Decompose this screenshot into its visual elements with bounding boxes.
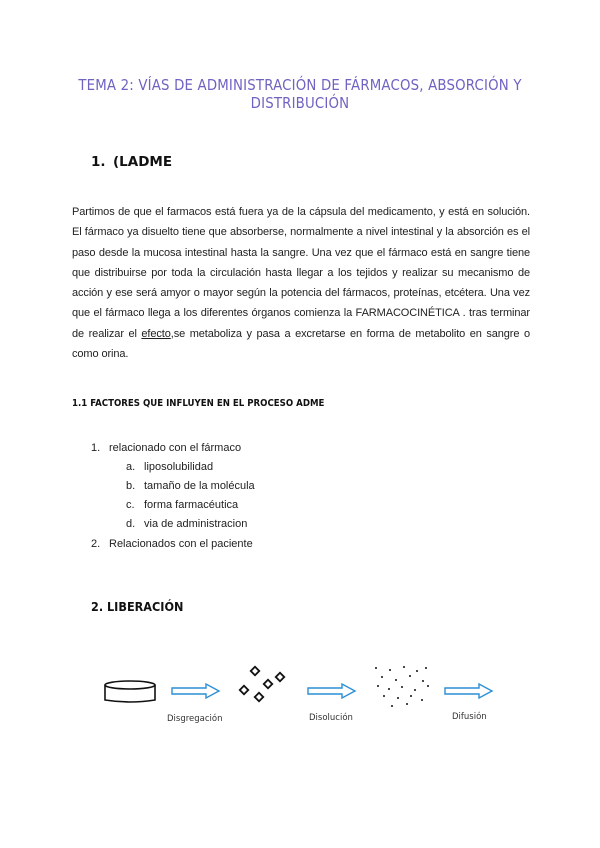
arrow-icon	[308, 684, 355, 698]
step-label-disgregacion: Disgregación	[167, 714, 223, 724]
list-item-label: Relacionados con el paciente	[109, 538, 253, 550]
list-item	[91, 538, 253, 550]
sublist-item	[126, 518, 247, 530]
paragraph-text-start: Partimos de que el farmacos está fuera ya de la cápsula del medicamento, y está en solución. El fármaco ya disuelto tiene que absorberse, normalmente a nivel intestinal y la absorción es el paso desde la mucosa intestinal hasta la sangre. Una vez que el fármaco está en sangre tiene que distribuirse por toda la circulación hasta llegar a los tejidos y realizar su mecanismo de acción y ese será amyor o mayor según la potencia del fármacos, proteínas, etcétera. Una vez que el fármaco llega a los diferentes órganos comienza la FARMACOCINÉTICA . tras terminar de realizar el	[72, 206, 530, 340]
sublist-marker: d.	[126, 518, 136, 530]
section-heading-ladme	[91, 154, 172, 170]
sublist-marker: b.	[126, 480, 136, 492]
sublist-marker: a.	[126, 461, 136, 473]
sublist-item-label: liposolubilidad	[144, 461, 214, 473]
liberation-diagram	[0, 640, 600, 740]
sublist-item	[126, 461, 213, 473]
section-heading-text: (LADME	[113, 154, 173, 170]
sublist-item-label: forma farmacéutica	[144, 499, 239, 511]
tablet-icon	[105, 681, 155, 702]
disaggregated-particles-icon	[240, 667, 284, 701]
arrow-icon	[172, 684, 219, 698]
subsection-heading-factores: 1.1 FACTORES QUE INFLUYEN EN EL PROCESO ADME	[72, 398, 325, 409]
list-item-label: relacionado con el fármaco	[109, 442, 242, 454]
step-label-difusion: Difusión	[452, 712, 487, 722]
document-title: TEMA 2: VÍAS DE ADMINISTRACIÓN DE FÁRMACOS, ABSORCIÓN Y DISTRIBUCIÓN	[78, 76, 522, 112]
dissolved-particles-icon	[375, 666, 429, 707]
sublist-item	[126, 499, 238, 511]
sublist-item-label: tamaño de la molécula	[144, 480, 255, 492]
sublist-item	[126, 480, 255, 492]
underlined-word-efecto: efecto	[141, 327, 171, 340]
list-marker: 1.	[91, 442, 101, 454]
ladme-paragraph	[72, 202, 530, 364]
paragraph-text-end: ,se metaboliza y pasa a excretarse en forma de metabolito en sangre o como orina.	[72, 327, 530, 361]
step-label-disolucion: Disolución	[309, 713, 353, 723]
section-number: 1.	[91, 154, 106, 170]
section-heading-liberacion: 2. LIBERACIÓN	[91, 599, 184, 614]
sublist-marker: c.	[126, 499, 135, 511]
arrow-icon	[445, 684, 492, 698]
list-marker: 2.	[91, 538, 101, 550]
list-item	[91, 442, 241, 454]
sublist-item-label: via de administracion	[144, 518, 248, 530]
